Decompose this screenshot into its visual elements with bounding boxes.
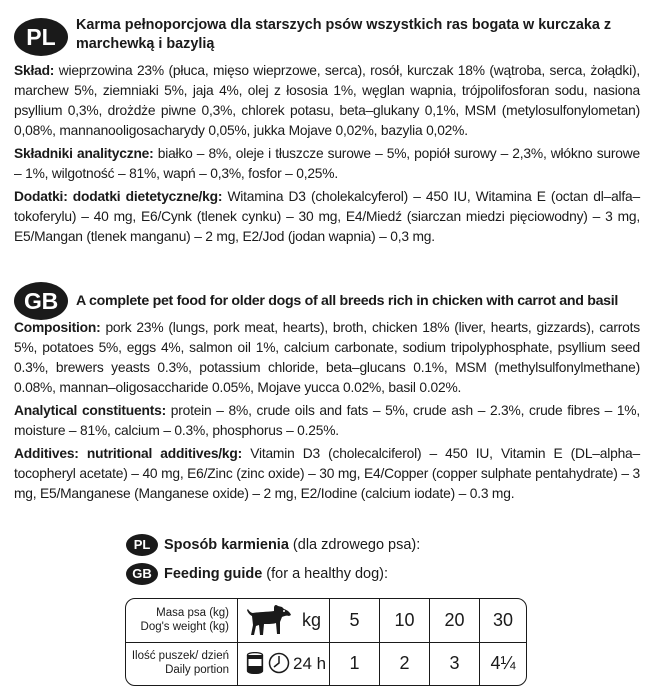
gb-analytical-text: protein – 8%, crude oils and fats – 5%, crude ash – 2.3%, crude fibres – 1%, moisture – 81%, calcium – 0.3%, phosphorus – 0.25%. (14, 403, 640, 438)
pl-section (14, 16, 640, 247)
pl-badge: PL (14, 18, 68, 56)
gb-composition (14, 318, 640, 398)
gb-section (14, 282, 640, 504)
weight-value: 20 (430, 599, 480, 642)
can-icon (246, 652, 264, 674)
portion-period: 24 h (293, 654, 327, 673)
weight-icon-cell (238, 599, 330, 642)
weight-value: 10 (380, 599, 430, 642)
portion-row (126, 642, 526, 685)
feeding-table (125, 598, 527, 686)
portion-value: 1 (330, 642, 380, 685)
gb-composition-label: Composition: (14, 320, 101, 335)
gb-additives-label: Additives: nutritional additives/kg: (14, 446, 243, 461)
portion-label-gb: Daily portion (165, 664, 229, 676)
gb-additives (14, 444, 640, 504)
weight-unit: kg (301, 610, 321, 630)
pl-composition-label: Skład: (14, 63, 55, 78)
portion-value: 2 (380, 642, 430, 685)
pl-analytical-label: Składniki analityczne: (14, 146, 154, 161)
pl-additives-text: Witamina D3 (cholekalcyferol) – 450 IU, Witamina E (octan dl–alfa–tokoferylu) – 40 mg, E6/Cynk (tlenek cynku) – 30 mg, E4/Miedź (siarczan miedzi pięciowodny) – 3 mg, E5/Mangan (tlenek manganu) – 2 mg, E2/Jod (jodan wapnia) – 0,3 mg. (14, 189, 640, 244)
weight-label-pl: Masa psa (kg) (156, 607, 229, 619)
gb-heading (14, 282, 640, 320)
weight-label-gb: Dog's weight (kg) (140, 621, 229, 633)
gb-analytical (14, 401, 640, 441)
pl-additives-label: Dodatki: dodatki dietetyczne/kg: (14, 189, 223, 204)
pl-feeding-title: Sposób karmienia (164, 537, 289, 553)
weight-row (126, 599, 526, 643)
gb-title: A complete pet food for older dogs of all breeds rich in chicken with carrot and basil (76, 293, 619, 309)
pl-feeding-note: (dla zdrowego psa): (288, 537, 421, 553)
pl-composition-text: wieprzowina 23% (płuca, mięso wieprzowe, serca), rosół, kurczak 18% (wątroba, serca, żołądki), marchew 5%, ziemniaki 5%, jaja 4%, olej z łososia 1%, węglan wapnia, trójpolifosforan sodu, nasiona psyllium 0,3%, drożdże piwne 0,3%, chlorek potasu, beta–glukany 0,1%, MSM (metylosulfonylometan) 0,08%, mannanooligosacharydy 0,05%, jukka Mojave 0,02%, bazylia 0,02%. (14, 63, 640, 138)
portion-value: 3 (430, 642, 480, 685)
gb-additives-text: Vitamin D3 (cholecalciferol) – 450 IU, Vitamin E (DL–alpha–tocopheryl acetate) – 40 mg, E6/Zinc (zinc oxide) – 30 mg, E4/Copper (copper sulphate pentahydrate) – 3 mg, E5/Manganese (Manganese oxide) – 2 mg, E2/Iodine (calcium iodate) – 0.3 mg. (14, 446, 640, 501)
pl-feeding-badge: PL (126, 534, 158, 556)
gb-badge: GB (14, 282, 68, 320)
clock-icon (268, 652, 290, 674)
gb-feeding-note: (for a healthy dog): (262, 566, 389, 582)
gb-feeding-badge: GB (126, 563, 158, 585)
pl-feeding-heading (126, 532, 420, 558)
gb-feeding-heading (126, 561, 388, 587)
portion-value: 4¼ (490, 653, 516, 673)
gb-analytical-label: Analytical constituents: (14, 403, 166, 418)
weight-value: 30 (492, 610, 514, 630)
portion-label-pl: Ilość puszek/ dzień (131, 650, 229, 662)
pl-title: Karma pełnoporcjowa dla starszych psów wszystkich ras bogata w kurczaka z marchewką i bazylią (76, 17, 612, 52)
gb-feeding-title: Feeding guide (164, 566, 263, 582)
pl-analytical-text: białko – 8%, oleje i tłuszcze surowe – 5%, popiół surowy – 2,3%, włókno surowe – 1%, wilgotność – 81%, wapń – 0,3%, fosfor – 0,25%. (14, 146, 640, 181)
gb-composition-text: pork 23% (lungs, pork meat, hearts), broth, chicken 18% (liver, hearts, gizzards), carrots 5%, potatoes 5%, eggs 4%, salmon oil 1%, calcium carbonate, sodium tripolyphosphate, psyllium seed 0.3%, brewers yeasts 0.3%, potassium chloride, beta–glucans 0.1%, MSM (methylsulfonylmethane) 0.08%, mannan–oligosaccharide 0.05%, Mojave yucca 0.02%, basil 0.02%. (14, 320, 640, 395)
weight-row-label (126, 599, 238, 642)
portion-row-label (126, 642, 238, 685)
portion-icon-cell (238, 642, 330, 685)
dog-icon (246, 603, 292, 637)
pl-composition (14, 61, 640, 141)
pl-additives (14, 187, 640, 247)
weight-value: 5 (330, 599, 380, 642)
pl-heading (14, 16, 640, 54)
pl-analytical (14, 144, 640, 184)
